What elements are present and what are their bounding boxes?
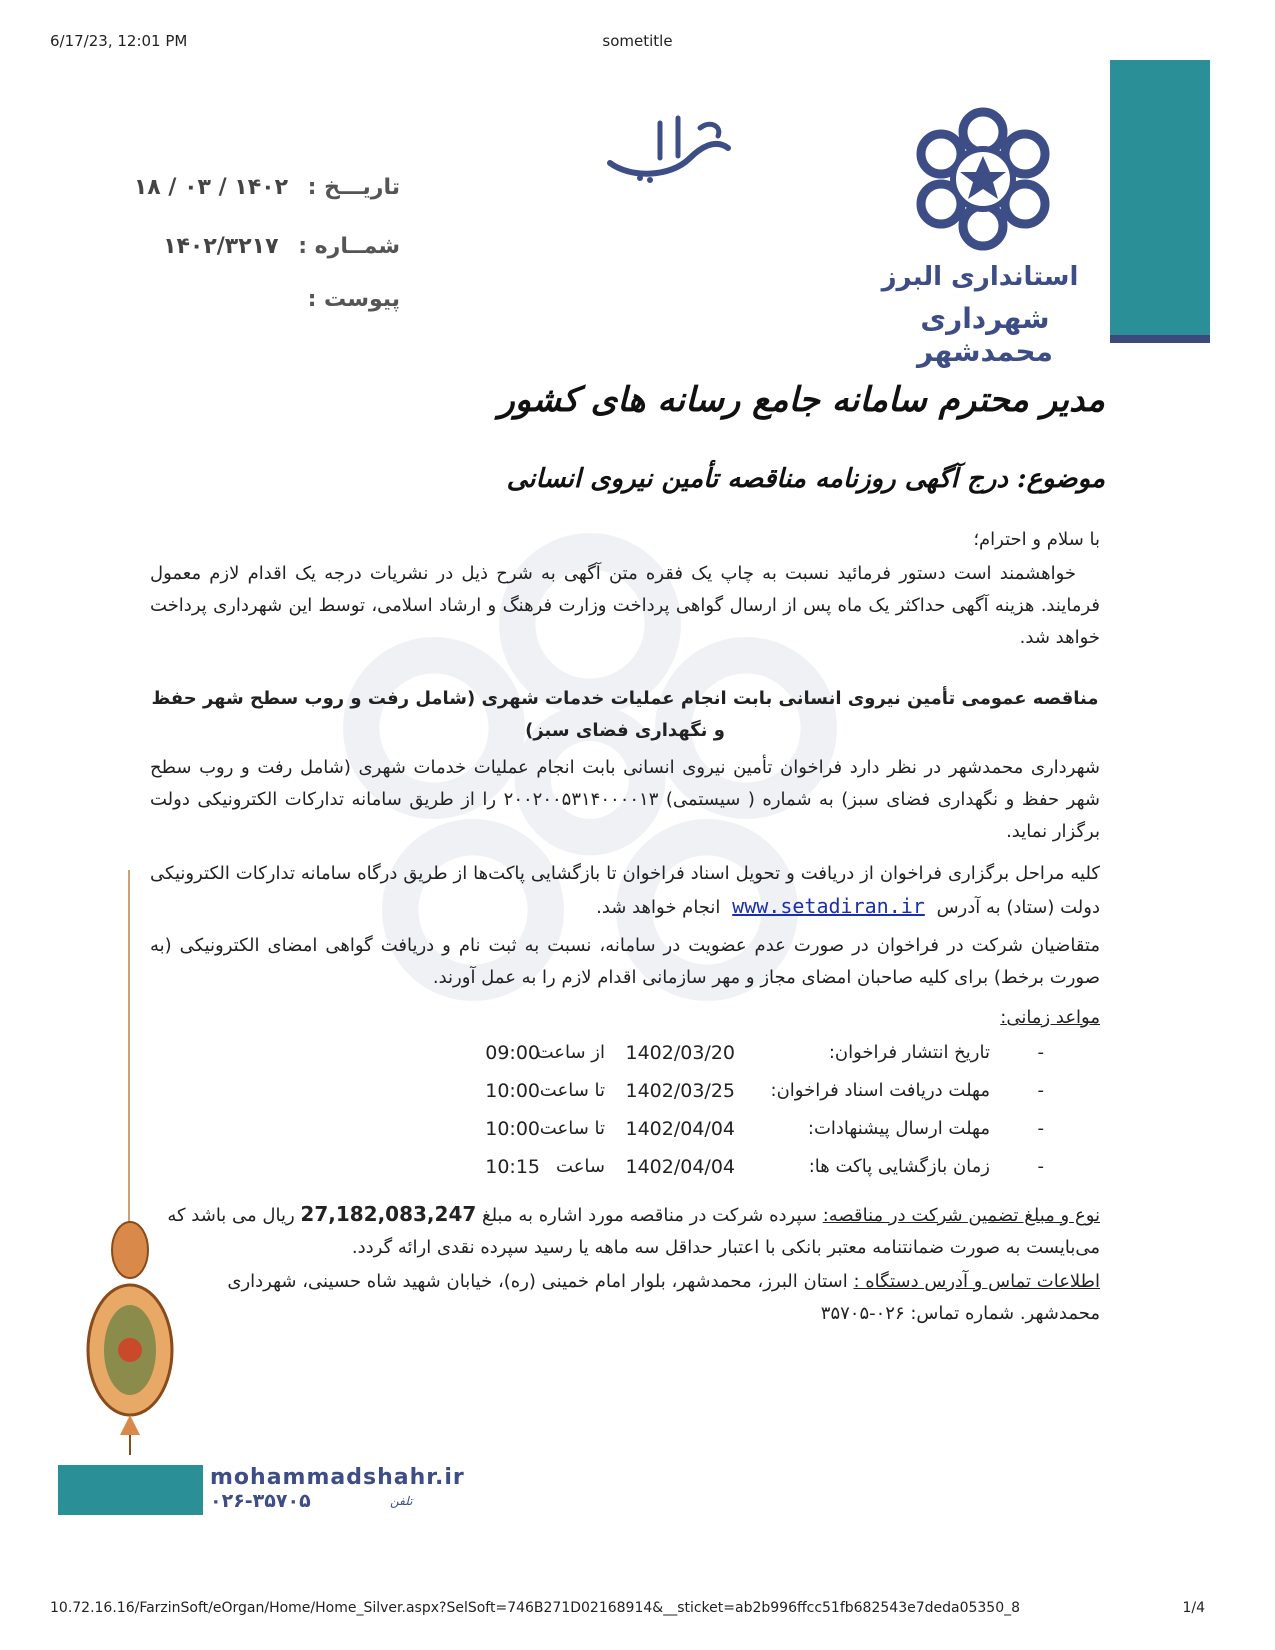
schedule-date: 1402/04/04 <box>625 1118 735 1140</box>
footer-teal-band <box>58 1465 203 1515</box>
schedule-row <box>470 1078 1060 1116</box>
subject-heading: موضوع: درج آگهی روزنامه مناقصه تأمین نیروی انسانی <box>506 464 1105 494</box>
schedule-time: 10:00 <box>485 1080 540 1102</box>
decorative-ornament-icon <box>80 1210 180 1460</box>
letter-attachment <box>100 287 400 312</box>
print-date: 6/17/23, 12:01 PM <box>50 32 188 50</box>
contact-text: استان البرز، محمدشهر، بلوار امام خمینی (ره)، خیابان شهید شاه حسینی، شهرداری محمدشهر. شماره تماس: ۰۲۶-۳۵۷۰۵ <box>227 1271 1100 1324</box>
paragraph-request: خواهشمند است دستور فرمائید نسبت به چاپ یک فقره متن آگهی به شرح ذیل در نشریات درجه یک اقدام لازم معمول فرمایند. هزینه آگهی حداکثر یک ماه پس از ارسال گواهی پرداخت وزارت فرهنگ و ارشاد اسلامی، توسط این شهرداری پرداخت خواهد شد. <box>150 563 1100 648</box>
guarantee-amount: 27,182,083,247 <box>300 1202 477 1226</box>
process-text-end: انجام خواهد شد. <box>596 897 721 918</box>
date-value: ۱۴۰۲ / ۰۳ / ۱۸ <box>133 175 288 200</box>
attachment-label: پیوست : <box>307 287 400 312</box>
schedule-label: تاریخ انتشار فراخوان: <box>828 1042 990 1063</box>
schedule-bullet: - <box>1037 1042 1044 1063</box>
letter-date <box>100 175 400 200</box>
schedule-label: مهلت دریافت اسناد فراخوان: <box>770 1080 990 1101</box>
greeting: با سلام و احترام؛ <box>973 529 1100 550</box>
schedule-time: 09:00 <box>485 1042 540 1064</box>
schedule-prep: تا ساعت <box>539 1118 605 1139</box>
schedule-title: مواعد زمانی: <box>1000 1007 1100 1028</box>
schedule-row <box>470 1040 1060 1078</box>
schedule-bullet: - <box>1037 1156 1044 1177</box>
schedule-date: 1402/03/20 <box>625 1042 735 1064</box>
paragraph-tender: شهرداری محمدشهر در نظر دارد فراخوان تأمین نیروی انسانی بابت انجام عملیات خدمات شهری (شامل رفت و روب سطح شهر حفظ و نگهداری فضای سبز) به شماره ( سیستمی) ۲۰۰۲۰۰۵۳۱۴۰۰۰۰۱۳ را از طریق سامانه تدارکات الکترونیکی دولت برگزار نماید. <box>150 757 1100 842</box>
schedule-label: زمان بازگشایی پاکت ها: <box>808 1156 990 1177</box>
schedule-time: 10:00 <box>485 1118 540 1140</box>
ornament-line <box>128 870 130 1230</box>
process-text: کلیه مراحل برگزاری فراخوان از دریافت و تحویل اسناد فراخوان تا بازگشایی پاکت‌ها از طریق درگاه سامانه تدارکات الکترونیکی دولت (ستاد) به آدرس <box>150 863 1100 918</box>
schedule-bullet: - <box>1037 1118 1044 1139</box>
municipality-logo-icon <box>908 104 1058 254</box>
letterhead-teal-bar <box>1110 60 1210 335</box>
schedule-prep: از ساعت <box>536 1042 605 1063</box>
number-label: شمــاره : <box>298 234 400 259</box>
schedule-time: 10:15 <box>485 1156 540 1178</box>
addressee-heading: مدیر محترم سامانه جامع رسانه های کشور <box>498 380 1105 420</box>
print-page-number: 1/4 <box>1182 1600 1205 1616</box>
schedule-label: مهلت ارسال پیشنهادات: <box>807 1118 990 1139</box>
ya-latif-calligraphy <box>600 108 740 188</box>
schedule-row <box>470 1154 1060 1192</box>
footer-website: mohammadshahr.ir <box>210 1465 465 1490</box>
guarantee-text-end: ریال می باشد که می‌بایست به صورت ضمانتنامه معتبر بانکی با اعتبار حداقل سه ماهه یا رسید سپرده نقدی ارائه گردد. <box>167 1205 1100 1258</box>
schedule-date: 1402/04/04 <box>625 1156 735 1178</box>
guarantee-label: نوع و مبلغ تضمین شرکت در مناقصه: <box>822 1205 1100 1226</box>
letter-number <box>100 234 400 259</box>
footer-phone-label: تلفن <box>390 1494 413 1508</box>
schedule-date: 1402/03/25 <box>625 1080 735 1102</box>
setad-link[interactable]: www.setadiran.ir <box>732 894 925 918</box>
org-line-province: استانداری البرز <box>881 262 1079 292</box>
contact-label: اطلاعات تماس و آدرس دستگاه : <box>853 1271 1100 1292</box>
schedule-table <box>470 1040 1060 1192</box>
print-url: 10.72.16.16/FarzinSoft/eOrgan/Home/Home_Silver.aspx?SelSoft=746B271D02168914&__sticket=ab2b996ffcc51fb682543e7deda05350_8 <box>50 1600 1021 1616</box>
tender-title: مناقصه عمومی تأمین نیروی انسانی بابت انجام عملیات خدمات شهری (شامل رفت و روب سطح شهر حفظ و نگهداری فضای سبز) <box>151 688 1099 741</box>
letterhead-bar-underline <box>1110 335 1210 343</box>
guarantee-text: سپرده شرکت در مناقصه مورد اشاره به مبلغ <box>482 1205 817 1226</box>
number-value: ۱۴۰۲/۳۲۱۷ <box>163 234 279 259</box>
schedule-prep: تا ساعت <box>539 1080 605 1101</box>
paragraph-contact <box>150 1266 1100 1330</box>
paragraph-applicants: متقاضیان شرکت در فراخوان در صورت عدم عضویت در سامانه، نسبت به ثبت نام و دریافت گواهی امضای الکترونیکی (به صورت برخط) برای کلیه صاحبان امضای مجاز و مهر سازمانی اقدام لازم را به عمل آورند. <box>150 935 1100 988</box>
date-label: تاریـــخ : <box>307 175 400 200</box>
paragraph-guarantee <box>150 1198 1100 1264</box>
org-line-municipality: شهرداری محمدشهر <box>917 302 1053 368</box>
schedule-bullet: - <box>1037 1080 1044 1101</box>
footer-phone: ۰۲۶-۳۵۷۰۵ <box>210 1490 311 1512</box>
print-title: sometitle <box>602 32 673 50</box>
schedule-row <box>470 1116 1060 1154</box>
paragraph-process <box>150 858 1100 924</box>
schedule-prep: ساعت <box>556 1156 605 1177</box>
